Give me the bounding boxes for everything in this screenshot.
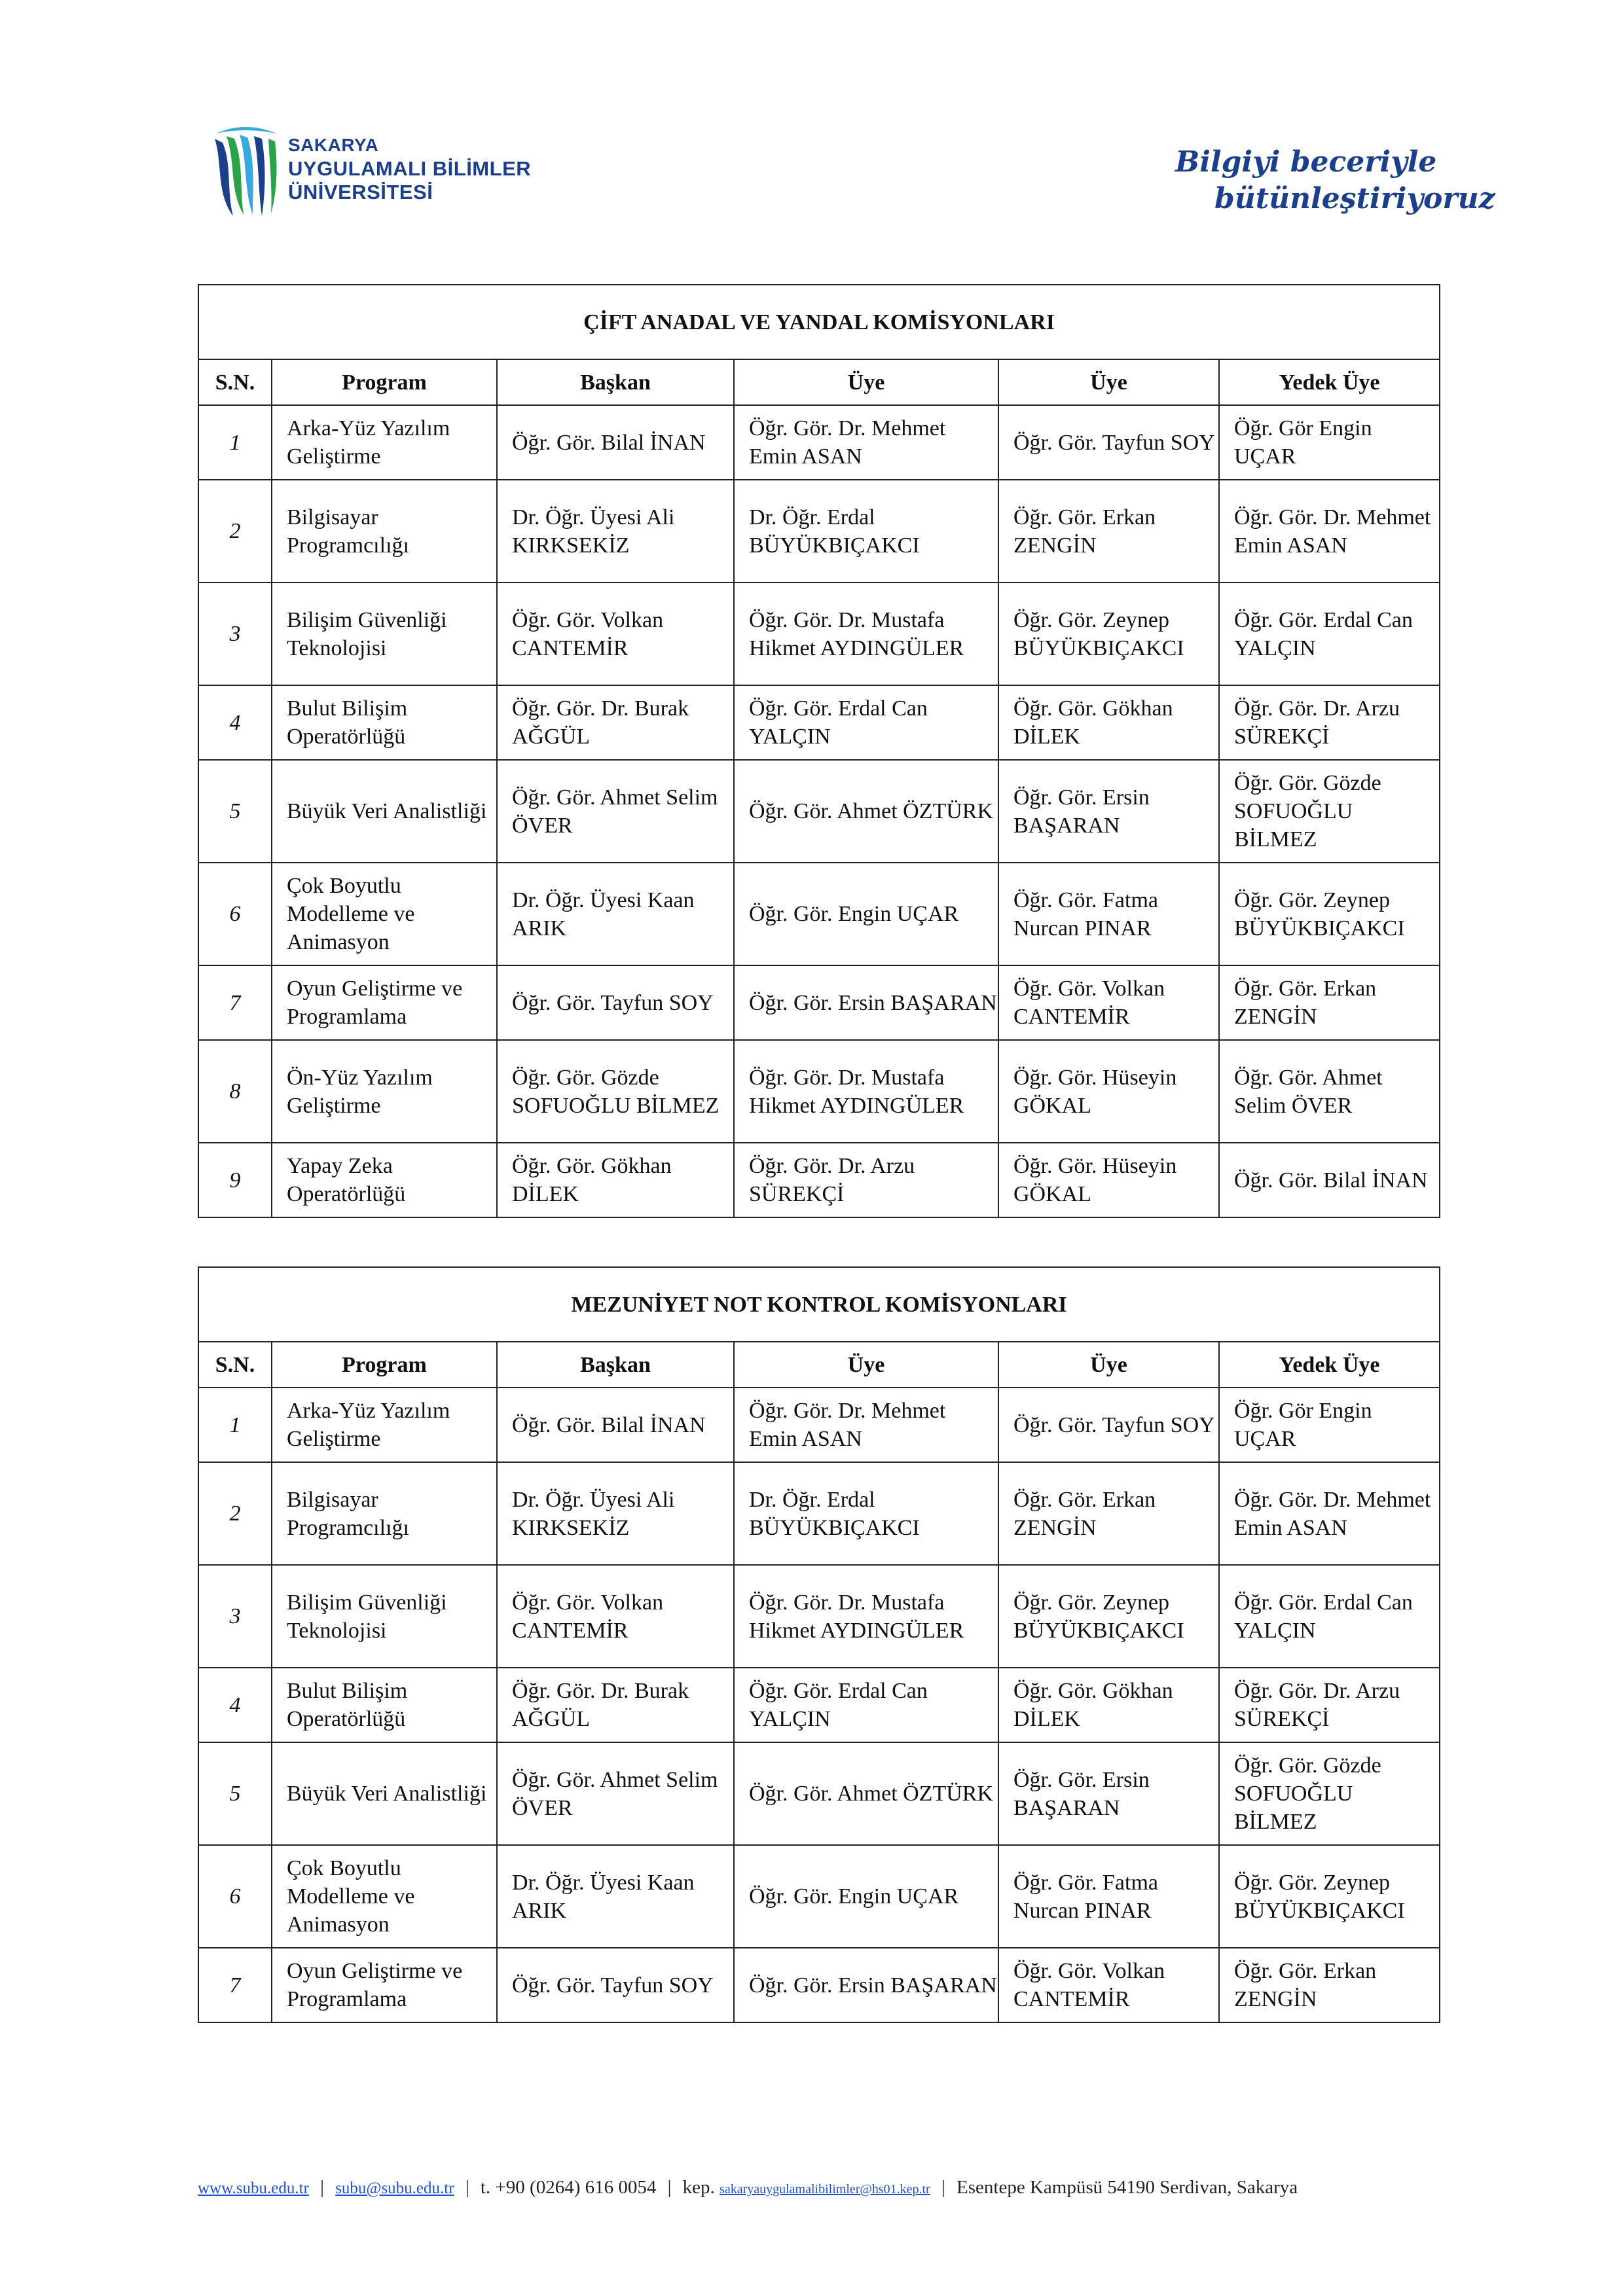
member-cell: Öğr. Gör. Hüseyin GÖKAL xyxy=(998,1143,1219,1217)
member-cell: Dr. Öğr. Erdal BÜYÜKBIÇAKCI xyxy=(734,480,998,583)
member-cell: Öğr. Gör. Dr. Arzu SÜREKÇİ xyxy=(734,1143,998,1217)
chair-cell: Öğr. Gör. Dr. Burak AĞGÜL xyxy=(497,1668,734,1742)
chair-cell: Öğr. Gör. Ahmet Selim ÖVER xyxy=(497,760,734,863)
table-row xyxy=(198,1948,1440,2022)
logo-emblem-icon xyxy=(210,124,282,223)
program-cell: Büyük Veri Analistliği xyxy=(272,1742,497,1845)
substitute-cell: Öğr. Gör Engin UÇAR xyxy=(1219,405,1440,480)
logo-line-2: UYGULAMALI BİLİMLER xyxy=(288,157,532,180)
substitute-cell: Öğr. Gör. Zeynep BÜYÜKBIÇAKCI xyxy=(1219,863,1440,965)
substitute-cell: Öğr. Gör. Gözde SOFUOĞLU BİLMEZ xyxy=(1219,1742,1440,1845)
row-number: 4 xyxy=(198,685,272,760)
member-cell: Öğr. Gör. Engin UÇAR xyxy=(734,1845,998,1948)
email-link[interactable]: subu@subu.edu.tr xyxy=(335,2179,454,2197)
member-cell: Öğr. Gör. Dr. Mehmet Emin ASAN xyxy=(734,1388,998,1462)
program-cell: Arka-Yüz Yazılım Geliştirme xyxy=(272,1388,497,1462)
table-row xyxy=(198,863,1440,965)
slogan-line-1: Bilgiyi beceriyle xyxy=(1175,145,1437,179)
member-cell: Öğr. Gör. Dr. Mehmet Emin ASAN xyxy=(734,405,998,480)
substitute-cell: Öğr. Gör Engin UÇAR xyxy=(1219,1388,1440,1462)
table-title: ÇİFT ANADAL VE YANDAL KOMİSYONLARI xyxy=(198,285,1440,359)
substitute-cell: Öğr. Gör. Gözde SOFUOĞLU BİLMEZ xyxy=(1219,760,1440,863)
chair-cell: Dr. Öğr. Üyesi Ali KIRKSEKİZ xyxy=(497,480,734,583)
member-cell: Öğr. Gör. Erdal Can YALÇIN xyxy=(734,1668,998,1742)
chair-cell: Öğr. Gör. Volkan CANTEMİR xyxy=(497,1565,734,1668)
substitute-cell: Öğr. Gör. Dr. Arzu SÜREKÇİ xyxy=(1219,1668,1440,1742)
column-header: Başkan xyxy=(497,359,734,405)
member-cell: Öğr. Gör. Ersin BAŞARAN xyxy=(734,1948,998,2022)
table-row xyxy=(198,1565,1440,1668)
table-row xyxy=(198,760,1440,863)
substitute-cell: Öğr. Gör. Ahmet Selim ÖVER xyxy=(1219,1040,1440,1143)
chair-cell: Öğr. Gör. Ahmet Selim ÖVER xyxy=(497,1742,734,1845)
member-cell: Öğr. Gör. Ersin BAŞARAN xyxy=(998,1742,1219,1845)
program-cell: Çok Boyutlu Modelleme ve Animasyon xyxy=(272,863,497,965)
chair-cell: Öğr. Gör. Tayfun SOY xyxy=(497,965,734,1040)
chair-cell: Öğr. Gör. Volkan CANTEMİR xyxy=(497,583,734,685)
member-cell: Öğr. Gör. Engin UÇAR xyxy=(734,863,998,965)
program-cell: Bilgisayar Programcılığı xyxy=(272,480,497,583)
row-number: 3 xyxy=(198,583,272,685)
member-cell: Öğr. Gör. Zeynep BÜYÜKBIÇAKCI xyxy=(998,1565,1219,1668)
footer xyxy=(198,2177,1442,2198)
phone-number: t. +90 (0264) 616 0054 xyxy=(480,2177,657,2198)
chair-cell: Öğr. Gör. Gözde SOFUOĞLU BİLMEZ xyxy=(497,1040,734,1143)
column-header: S.N. xyxy=(198,1342,272,1388)
member-cell: Öğr. Gör. Erkan ZENGİN xyxy=(998,480,1219,583)
row-number: 6 xyxy=(198,863,272,965)
footer-separator: | xyxy=(941,2177,945,2198)
table-title: MEZUNİYET NOT KONTROL KOMİSYONLARI xyxy=(198,1267,1440,1342)
row-number: 2 xyxy=(198,1462,272,1565)
program-cell: Arka-Yüz Yazılım Geliştirme xyxy=(272,405,497,480)
table-row xyxy=(198,1742,1440,1845)
table-row xyxy=(198,1845,1440,1948)
row-number: 2 xyxy=(198,480,272,583)
column-header: Üye xyxy=(998,1342,1219,1388)
program-cell: Ön-Yüz Yazılım Geliştirme xyxy=(272,1040,497,1143)
double-major-minor-commissions-table xyxy=(198,284,1440,1218)
column-header: Üye xyxy=(734,359,998,405)
university-logo xyxy=(210,124,550,223)
slogan-line-2: bütünleştiriyoruz xyxy=(1214,182,1495,215)
substitute-cell: Öğr. Gör. Erkan ZENGİN xyxy=(1219,1948,1440,2022)
program-cell: Yapay Zeka Operatörlüğü xyxy=(272,1143,497,1217)
member-cell: Öğr. Gör. Tayfun SOY xyxy=(998,1388,1219,1462)
kep-link[interactable]: sakaryauygulamalibilimler@hs01.kep.tr xyxy=(720,2182,930,2197)
chair-cell: Dr. Öğr. Üyesi Kaan ARIK xyxy=(497,1845,734,1948)
substitute-cell: Öğr. Gör. Bilal İNAN xyxy=(1219,1143,1440,1217)
table-header-row xyxy=(198,359,1440,405)
member-cell: Öğr. Gör. Zeynep BÜYÜKBIÇAKCI xyxy=(998,583,1219,685)
chair-cell: Öğr. Gör. Bilal İNAN xyxy=(497,405,734,480)
table-header-row xyxy=(198,1342,1440,1388)
table-row xyxy=(198,685,1440,760)
member-cell: Öğr. Gör. Tayfun SOY xyxy=(998,405,1219,480)
chair-cell: Dr. Öğr. Üyesi Kaan ARIK xyxy=(497,863,734,965)
row-number: 1 xyxy=(198,1388,272,1462)
program-cell: Çok Boyutlu Modelleme ve Animasyon xyxy=(272,1845,497,1948)
footer-separator: | xyxy=(465,2177,469,2198)
logo-text xyxy=(288,134,531,204)
logo-line-3: ÜNİVERSİTESİ xyxy=(288,181,433,204)
member-cell: Öğr. Gör. Ersin BAŞARAN xyxy=(998,760,1219,863)
footer-separator: | xyxy=(320,2177,324,2198)
table-row xyxy=(198,1388,1440,1462)
table-row xyxy=(198,1668,1440,1742)
row-number: 3 xyxy=(198,1565,272,1668)
graduation-grade-control-commissions-table xyxy=(198,1266,1440,2023)
member-cell: Öğr. Gör. Dr. Mustafa Hikmet AYDINGÜLER xyxy=(734,1040,998,1143)
member-cell: Öğr. Gör. Dr. Mustafa Hikmet AYDINGÜLER xyxy=(734,583,998,685)
table-row xyxy=(198,405,1440,480)
substitute-cell: Öğr. Gör. Dr. Arzu SÜREKÇİ xyxy=(1219,685,1440,760)
row-number: 5 xyxy=(198,760,272,863)
member-cell: Öğr. Gör. Volkan CANTEMİR xyxy=(998,1948,1219,2022)
substitute-cell: Öğr. Gör. Erdal Can YALÇIN xyxy=(1219,583,1440,685)
chair-cell: Dr. Öğr. Üyesi Ali KIRKSEKİZ xyxy=(497,1462,734,1565)
column-header: Üye xyxy=(734,1342,998,1388)
website-link[interactable]: www.subu.edu.tr xyxy=(198,2179,309,2197)
row-number: 4 xyxy=(198,1668,272,1742)
chair-cell: Öğr. Gör. Bilal İNAN xyxy=(497,1388,734,1462)
column-header: Program xyxy=(272,1342,497,1388)
row-number: 6 xyxy=(198,1845,272,1948)
chair-cell: Öğr. Gör. Gökhan DİLEK xyxy=(497,1143,734,1217)
substitute-cell: Öğr. Gör. Erkan ZENGİN xyxy=(1219,965,1440,1040)
program-cell: Oyun Geliştirme ve Programlama xyxy=(272,965,497,1040)
program-cell: Bilgisayar Programcılığı xyxy=(272,1462,497,1565)
member-cell: Dr. Öğr. Erdal BÜYÜKBIÇAKCI xyxy=(734,1462,998,1565)
column-header: S.N. xyxy=(198,359,272,405)
logo-line-1: SAKARYA xyxy=(288,135,379,155)
member-cell: Öğr. Gör. Fatma Nurcan PINAR xyxy=(998,1845,1219,1948)
column-header: Yedek Üye xyxy=(1219,359,1440,405)
table-row xyxy=(198,1143,1440,1217)
table-row xyxy=(198,480,1440,583)
member-cell: Öğr. Gör. Ahmet ÖZTÜRK xyxy=(734,1742,998,1845)
column-header: Başkan xyxy=(497,1342,734,1388)
row-number: 8 xyxy=(198,1040,272,1143)
table-row xyxy=(198,965,1440,1040)
row-number: 1 xyxy=(198,405,272,480)
member-cell: Öğr. Gör. Gökhan DİLEK xyxy=(998,1668,1219,1742)
substitute-cell: Öğr. Gör. Erdal Can YALÇIN xyxy=(1219,1565,1440,1668)
member-cell: Öğr. Gör. Erdal Can YALÇIN xyxy=(734,685,998,760)
column-header: Üye xyxy=(998,359,1219,405)
member-cell: Öğr. Gör. Gökhan DİLEK xyxy=(998,685,1219,760)
column-header: Program xyxy=(272,359,497,405)
kep-label: kep. xyxy=(682,2177,715,2198)
member-cell: Öğr. Gör. Ersin BAŞARAN xyxy=(734,965,998,1040)
member-cell: Öğr. Gör. Hüseyin GÖKAL xyxy=(998,1040,1219,1143)
program-cell: Bulut Bilişim Operatörlüğü xyxy=(272,1668,497,1742)
member-cell: Öğr. Gör. Dr. Mustafa Hikmet AYDINGÜLER xyxy=(734,1565,998,1668)
row-number: 7 xyxy=(198,1948,272,2022)
column-header: Yedek Üye xyxy=(1219,1342,1440,1388)
program-cell: Büyük Veri Analistliği xyxy=(272,760,497,863)
program-cell: Bilişim Güvenliği Teknolojisi xyxy=(272,583,497,685)
table-row xyxy=(198,1462,1440,1565)
member-cell: Öğr. Gör. Erkan ZENGİN xyxy=(998,1462,1219,1565)
slogan xyxy=(1169,131,1495,223)
chair-cell: Öğr. Gör. Tayfun SOY xyxy=(497,1948,734,2022)
member-cell: Öğr. Gör. Fatma Nurcan PINAR xyxy=(998,863,1219,965)
row-number: 9 xyxy=(198,1143,272,1217)
substitute-cell: Öğr. Gör. Dr. Mehmet Emin ASAN xyxy=(1219,1462,1440,1565)
table-row xyxy=(198,583,1440,685)
substitute-cell: Öğr. Gör. Zeynep BÜYÜKBIÇAKCI xyxy=(1219,1845,1440,1948)
program-cell: Bulut Bilişim Operatörlüğü xyxy=(272,685,497,760)
row-number: 5 xyxy=(198,1742,272,1845)
row-number: 7 xyxy=(198,965,272,1040)
table-row xyxy=(198,1040,1440,1143)
program-cell: Oyun Geliştirme ve Programlama xyxy=(272,1948,497,2022)
member-cell: Öğr. Gör. Ahmet ÖZTÜRK xyxy=(734,760,998,863)
address: Esentepe Kampüsü 54190 Serdivan, Sakarya xyxy=(957,2177,1298,2198)
substitute-cell: Öğr. Gör. Dr. Mehmet Emin ASAN xyxy=(1219,480,1440,583)
chair-cell: Öğr. Gör. Dr. Burak AĞGÜL xyxy=(497,685,734,760)
program-cell: Bilişim Güvenliği Teknolojisi xyxy=(272,1565,497,1668)
member-cell: Öğr. Gör. Volkan CANTEMİR xyxy=(998,965,1219,1040)
footer-separator: | xyxy=(667,2177,672,2198)
